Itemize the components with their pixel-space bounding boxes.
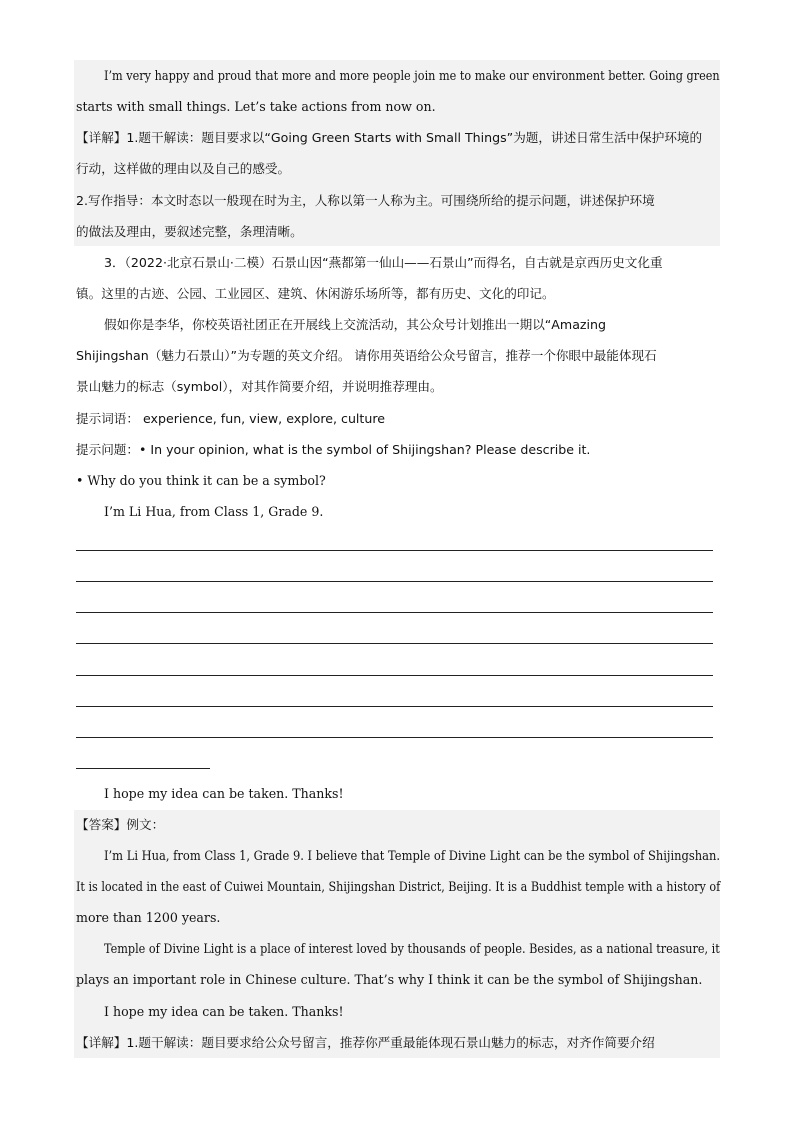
writing-line — [76, 550, 713, 551]
answer-line: I’m Li Hua, from Class 1, Grade 9. I believe that Temple of Divine Light can be the symbol of Shijingshan. — [104, 848, 721, 863]
essay-opening: I’m Li Hua, from Class 1, Grade 9. — [104, 504, 324, 519]
essay-paragraph-line: starts with small things. Let’s take actions from now on. — [76, 99, 436, 114]
question-intro-line: 3．（2022·北京石景山·二模）石景山因“燕都第一仙山——石景山”而得名，自古就是京西历史文化重 — [104, 255, 663, 270]
question-task-line: 景山魅力的标志（symbol），对其作简要介绍，并说明推荐理由。 — [76, 379, 443, 394]
writing-line — [76, 706, 713, 707]
hint-words: 提示词语： experience, fun, view, explore, culture — [76, 411, 385, 426]
essay-closing: I hope my idea can be taken. Thanks! — [104, 786, 344, 801]
answer-line: plays an important role in Chinese culture. That’s why I think it can be the symbol of Shijingshan. — [76, 972, 703, 987]
answer-line: It is located in the east of Cuiwei Mountain, Shijingshan District, Beijing. It is a Buddhist temple with a history of — [76, 879, 721, 894]
hint-question-2: • Why do you think it can be a symbol? — [76, 473, 326, 488]
answer-line: more than 1200 years. — [76, 910, 221, 925]
question-task-line: Shijingshan（魅力石景山）”为专题的英文介绍。 请你用英语给公众号留言，推荐一个你眼中最能体现石 — [76, 348, 657, 363]
answer-line: Temple of Divine Light is a place of interest loved by thousands of people. Besides, as a national treasure, it — [104, 941, 720, 956]
writing-line — [76, 643, 713, 644]
question-task-line: 假如你是李华，你校英语社团正在开展线上交流活动，其公众号计划推出一期以“Amazing — [104, 317, 606, 332]
detail-line: 【详解】1.题干解读：题目要求给公众号留言，推荐你严重最能体现石景山魅力的标志，对齐作简要介绍 — [76, 1035, 655, 1050]
detail-line: 【详解】1.题干解读：题目要求以“Going Green Starts with Small Things”为题，讲述日常生活中保护环境的 — [76, 130, 703, 145]
writing-line — [76, 612, 713, 613]
writing-line-short — [76, 768, 210, 769]
writing-line — [76, 737, 713, 738]
question-intro-line: 镇。这里的古迹、公园、工业园区、建筑、休闲游乐场所等，都有历史、文化的印记。 — [76, 286, 555, 301]
hint-question-1: 提示问题：• In your opinion, what is the symbol of Shijingshan? Please describe it. — [76, 442, 591, 457]
answer-label: 【答案】例文： — [76, 817, 165, 832]
detail-line: 2.写作指导：本文时态以一般现在时为主，人称以第一人称为主。可围绕所给的提示问题，讲述保护环境 — [76, 193, 655, 208]
essay-paragraph-line: I’m very happy and proud that more and more people join me to make our environment better. Going green — [104, 68, 720, 83]
writing-line — [76, 581, 713, 582]
shaded-answer-block-1 — [74, 60, 720, 246]
writing-line — [76, 675, 713, 676]
detail-line: 的做法及理由，要叙述完整，条理清晰。 — [76, 224, 303, 239]
detail-line: 行动，这样做的理由以及自己的感受。 — [76, 161, 291, 176]
answer-line: I hope my idea can be taken. Thanks! — [104, 1004, 344, 1019]
